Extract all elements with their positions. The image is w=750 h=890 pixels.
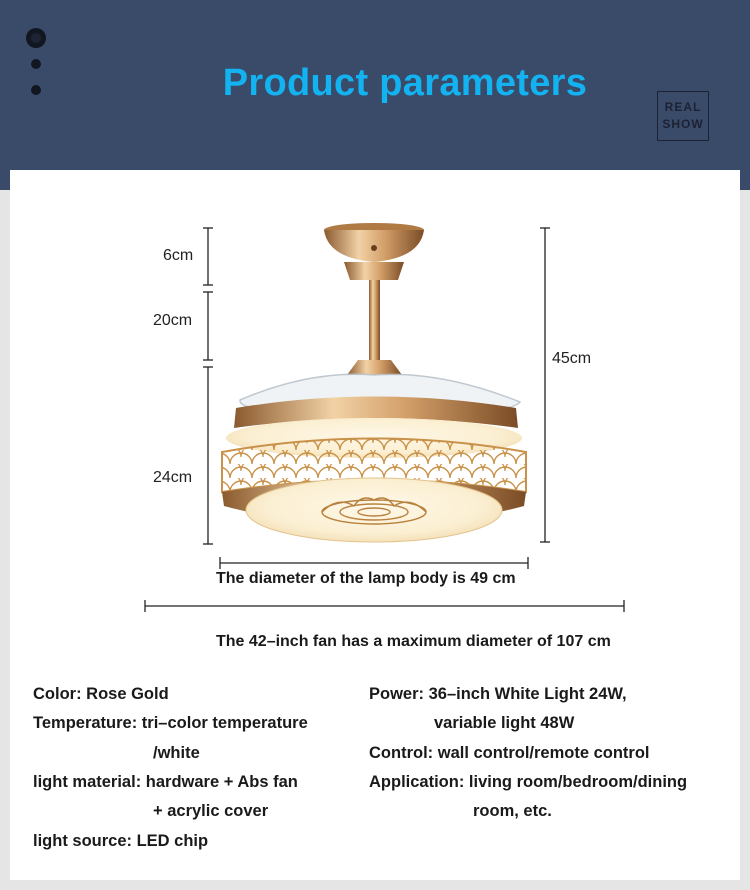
content-card bbox=[10, 170, 740, 880]
fan-diameter-caption: The 42–inch fan has a maximum diameter of 107 cm bbox=[216, 633, 611, 650]
dimension-top-label: 6cm bbox=[163, 247, 194, 264]
header-banner bbox=[0, 0, 750, 190]
dimension-lines-left bbox=[203, 228, 213, 544]
ceiling-fan-light-icon bbox=[10, 170, 740, 630]
spec-color: Color: Rose Gold bbox=[33, 685, 169, 703]
lamp-diameter-caption: The diameter of the lamp body is 49 cm bbox=[216, 570, 516, 587]
dot-decoration-large bbox=[26, 28, 46, 48]
spec-temperature: Temperature: tri–color temperature bbox=[33, 714, 308, 732]
spec-application-cont: room, etc. bbox=[473, 802, 552, 820]
spec-power: Power: 36–inch White Light 24W, bbox=[369, 685, 627, 703]
spec-source: light source: LED chip bbox=[33, 832, 209, 850]
spec-application: Application: living room/bedroom/dining bbox=[369, 773, 688, 791]
spec-material: light material: hardware + Abs fan bbox=[33, 773, 298, 791]
real-show-badge bbox=[657, 91, 709, 141]
page-title: Product parameters bbox=[222, 62, 588, 104]
dimension-line-right bbox=[540, 228, 550, 542]
dimension-total-label: 45cm bbox=[552, 350, 592, 367]
dimension-rod-label: 20cm bbox=[153, 312, 193, 329]
badge-line-2: SHOW bbox=[662, 117, 704, 131]
spec-control: Control: wall control/remote control bbox=[369, 744, 650, 762]
spec-material-cont: + acrylic cover bbox=[153, 802, 269, 820]
badge-line-1: REAL bbox=[664, 100, 702, 114]
spec-temperature-cont: /white bbox=[153, 744, 200, 762]
spec-power-cont: variable light 48W bbox=[434, 714, 575, 732]
dimension-body-label: 24cm bbox=[153, 469, 193, 486]
